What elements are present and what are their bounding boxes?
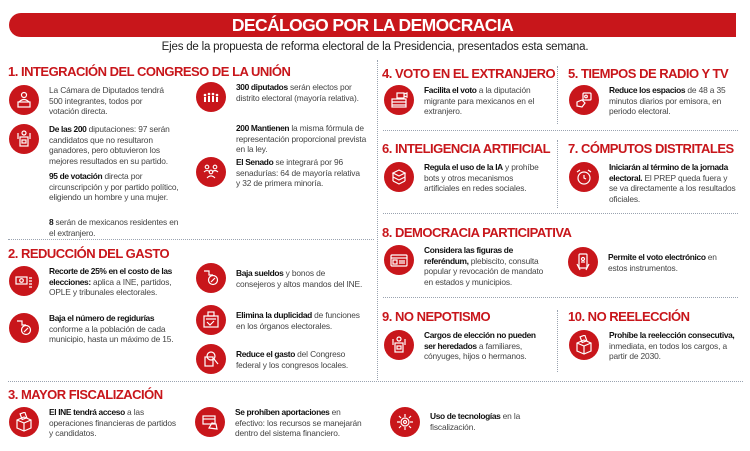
salary-down-icon	[196, 263, 226, 293]
list-item: Recorte de 25% en el costo de las elecciones: aplica a INE, partidos, OPLE y tribunales electorales.	[9, 266, 189, 298]
section-title: 1. INTEGRACIÓN DEL CONGRESO DE LA UNIÓN	[8, 64, 291, 79]
tech-gear-icon	[390, 407, 420, 437]
alarm-clock-icon	[569, 162, 599, 192]
list-item: El Senado se integrará por 96 senadurías: 64 de mayoría relativa y 32 de primera minoría.	[196, 157, 371, 189]
list-item: De las 200 diputaciones: 97 serán candidatos que no resultaron ganadores, pero obtuvieron los mejores resultados en su partido.	[9, 124, 189, 166]
section-divider	[383, 130, 738, 131]
section-title: 3. MAYOR FISCALIZACIÓN	[8, 387, 163, 402]
crowd-icon	[196, 82, 226, 112]
phone-vote-icon	[568, 247, 598, 277]
list-item: Baja sueldos y bonos de consejeros y altos mandos del INE.	[196, 263, 371, 293]
column-divider	[377, 60, 378, 380]
list-item: Regula el uso de la IA y prohíbe bots y otros mecanismos artificiales en redes sociales.	[384, 162, 554, 194]
ballot-box-icon	[9, 407, 39, 437]
section-divider	[8, 381, 743, 382]
card-payment-icon	[195, 407, 225, 437]
section-title: 9. NO NEPOTISMO	[382, 309, 491, 324]
senators-group-icon	[196, 157, 226, 187]
hand-radio-icon	[569, 85, 599, 115]
list-item: Cargos de elección no pueden ser heredados a familiares, cónyuges, hijos o hermanos.	[384, 330, 554, 362]
list-item: La Cámara de Diputados tendrá 500 integrantes, todos por votación directa.	[9, 85, 184, 117]
list-item: El INE tendrá acceso a las operaciones financieras de partidos y candidatos.	[9, 407, 189, 439]
list-item: 8 serán de mexicanos residentes en el extranjero.	[49, 217, 179, 238]
section-divider	[8, 239, 374, 240]
column-divider	[557, 66, 558, 124]
list-item: Uso de tecnologías en la fiscalización.	[390, 407, 570, 437]
list-item: 200 Mantienen la misma fórmula de representación proporcional prevista en la ley.	[236, 123, 367, 155]
section-title: 5. TIEMPOS DE RADIO Y TV	[568, 66, 729, 81]
legislator-podium-icon	[9, 85, 39, 115]
list-item: Considera las figuras de referéndum, plebiscito, consulta popular y revocación de mandato en estados y municipios.	[384, 245, 559, 287]
list-item: Facilita el voto a la diputación migrante para mexicanos en el extranjero.	[384, 85, 554, 117]
column-divider	[557, 310, 558, 372]
speaker-podium-icon	[9, 124, 39, 154]
section-divider	[383, 213, 738, 214]
list-item: Reduce el gasto del Congreso federal y los congresos locales.	[196, 344, 371, 374]
section-title: 8. DEMOCRACIA PARTICIPATIVA	[382, 225, 572, 240]
list-item: Prohíbe la reelección consecutiva, inmediata, en todos los cargos, a partir de 2030.	[569, 330, 739, 362]
family-podium-icon	[384, 330, 414, 360]
list-item: Elimina la duplicidad de funciones en los órganos electorales.	[196, 305, 371, 335]
section-title: 2. REDUCCIÓN DEL GASTO	[8, 246, 170, 261]
magnifier-document-icon	[196, 344, 226, 374]
id-card-icon	[384, 245, 414, 275]
section-title: 4. VOTO EN EL EXTRANJERO	[382, 66, 556, 81]
ai-chip-icon	[384, 162, 414, 192]
list-item: Permite el voto electrónico en estos instrumentos.	[568, 247, 743, 277]
ballot-box-icon	[569, 330, 599, 360]
section-title: 10. NO REELECCIÓN	[568, 309, 690, 324]
title-banner	[9, 13, 736, 37]
section-title: 6. INTELIGENCIA ARTIFICIAL	[382, 141, 551, 156]
page-subtitle: Ejes de la propuesta de reforma electoral de la Presidencia, presentados esta semana.	[161, 41, 589, 53]
list-item: Se prohíben aportaciones en efectivo: los recursos se manejarán dentro del sistema financiero.	[195, 407, 375, 439]
percent-down-icon	[9, 313, 39, 343]
list-item: 300 diputados serán electos por distrito electoral (mayoría relativa).	[196, 82, 371, 112]
list-item: Reduce los espacios de 48 a 35 minutos diarios por emisora, en periodo electoral.	[569, 85, 739, 117]
list-item: Baja el número de regidurías conforme a la población de cada municipio, hasta un máximo de 15.	[9, 313, 189, 345]
ballot-abroad-icon	[384, 85, 414, 115]
ballot-box-map-icon	[196, 305, 226, 335]
section-divider	[383, 297, 738, 298]
page-title: DECÁLOGO POR LA DEMOCRACIA	[231, 14, 514, 35]
list-item: 95 de votación directa por circunscripción y por partido político, eligiendo un hombre y una mujer.	[49, 171, 179, 203]
list-item: Iniciarán al término de la jornada electoral. El PREP queda fuera y se va directamente a los resultados oficiales.	[569, 162, 739, 204]
section-title: 7. CÓMPUTOS DISTRITALES	[568, 141, 734, 156]
money-cut-icon	[9, 266, 39, 296]
column-divider	[557, 140, 558, 208]
